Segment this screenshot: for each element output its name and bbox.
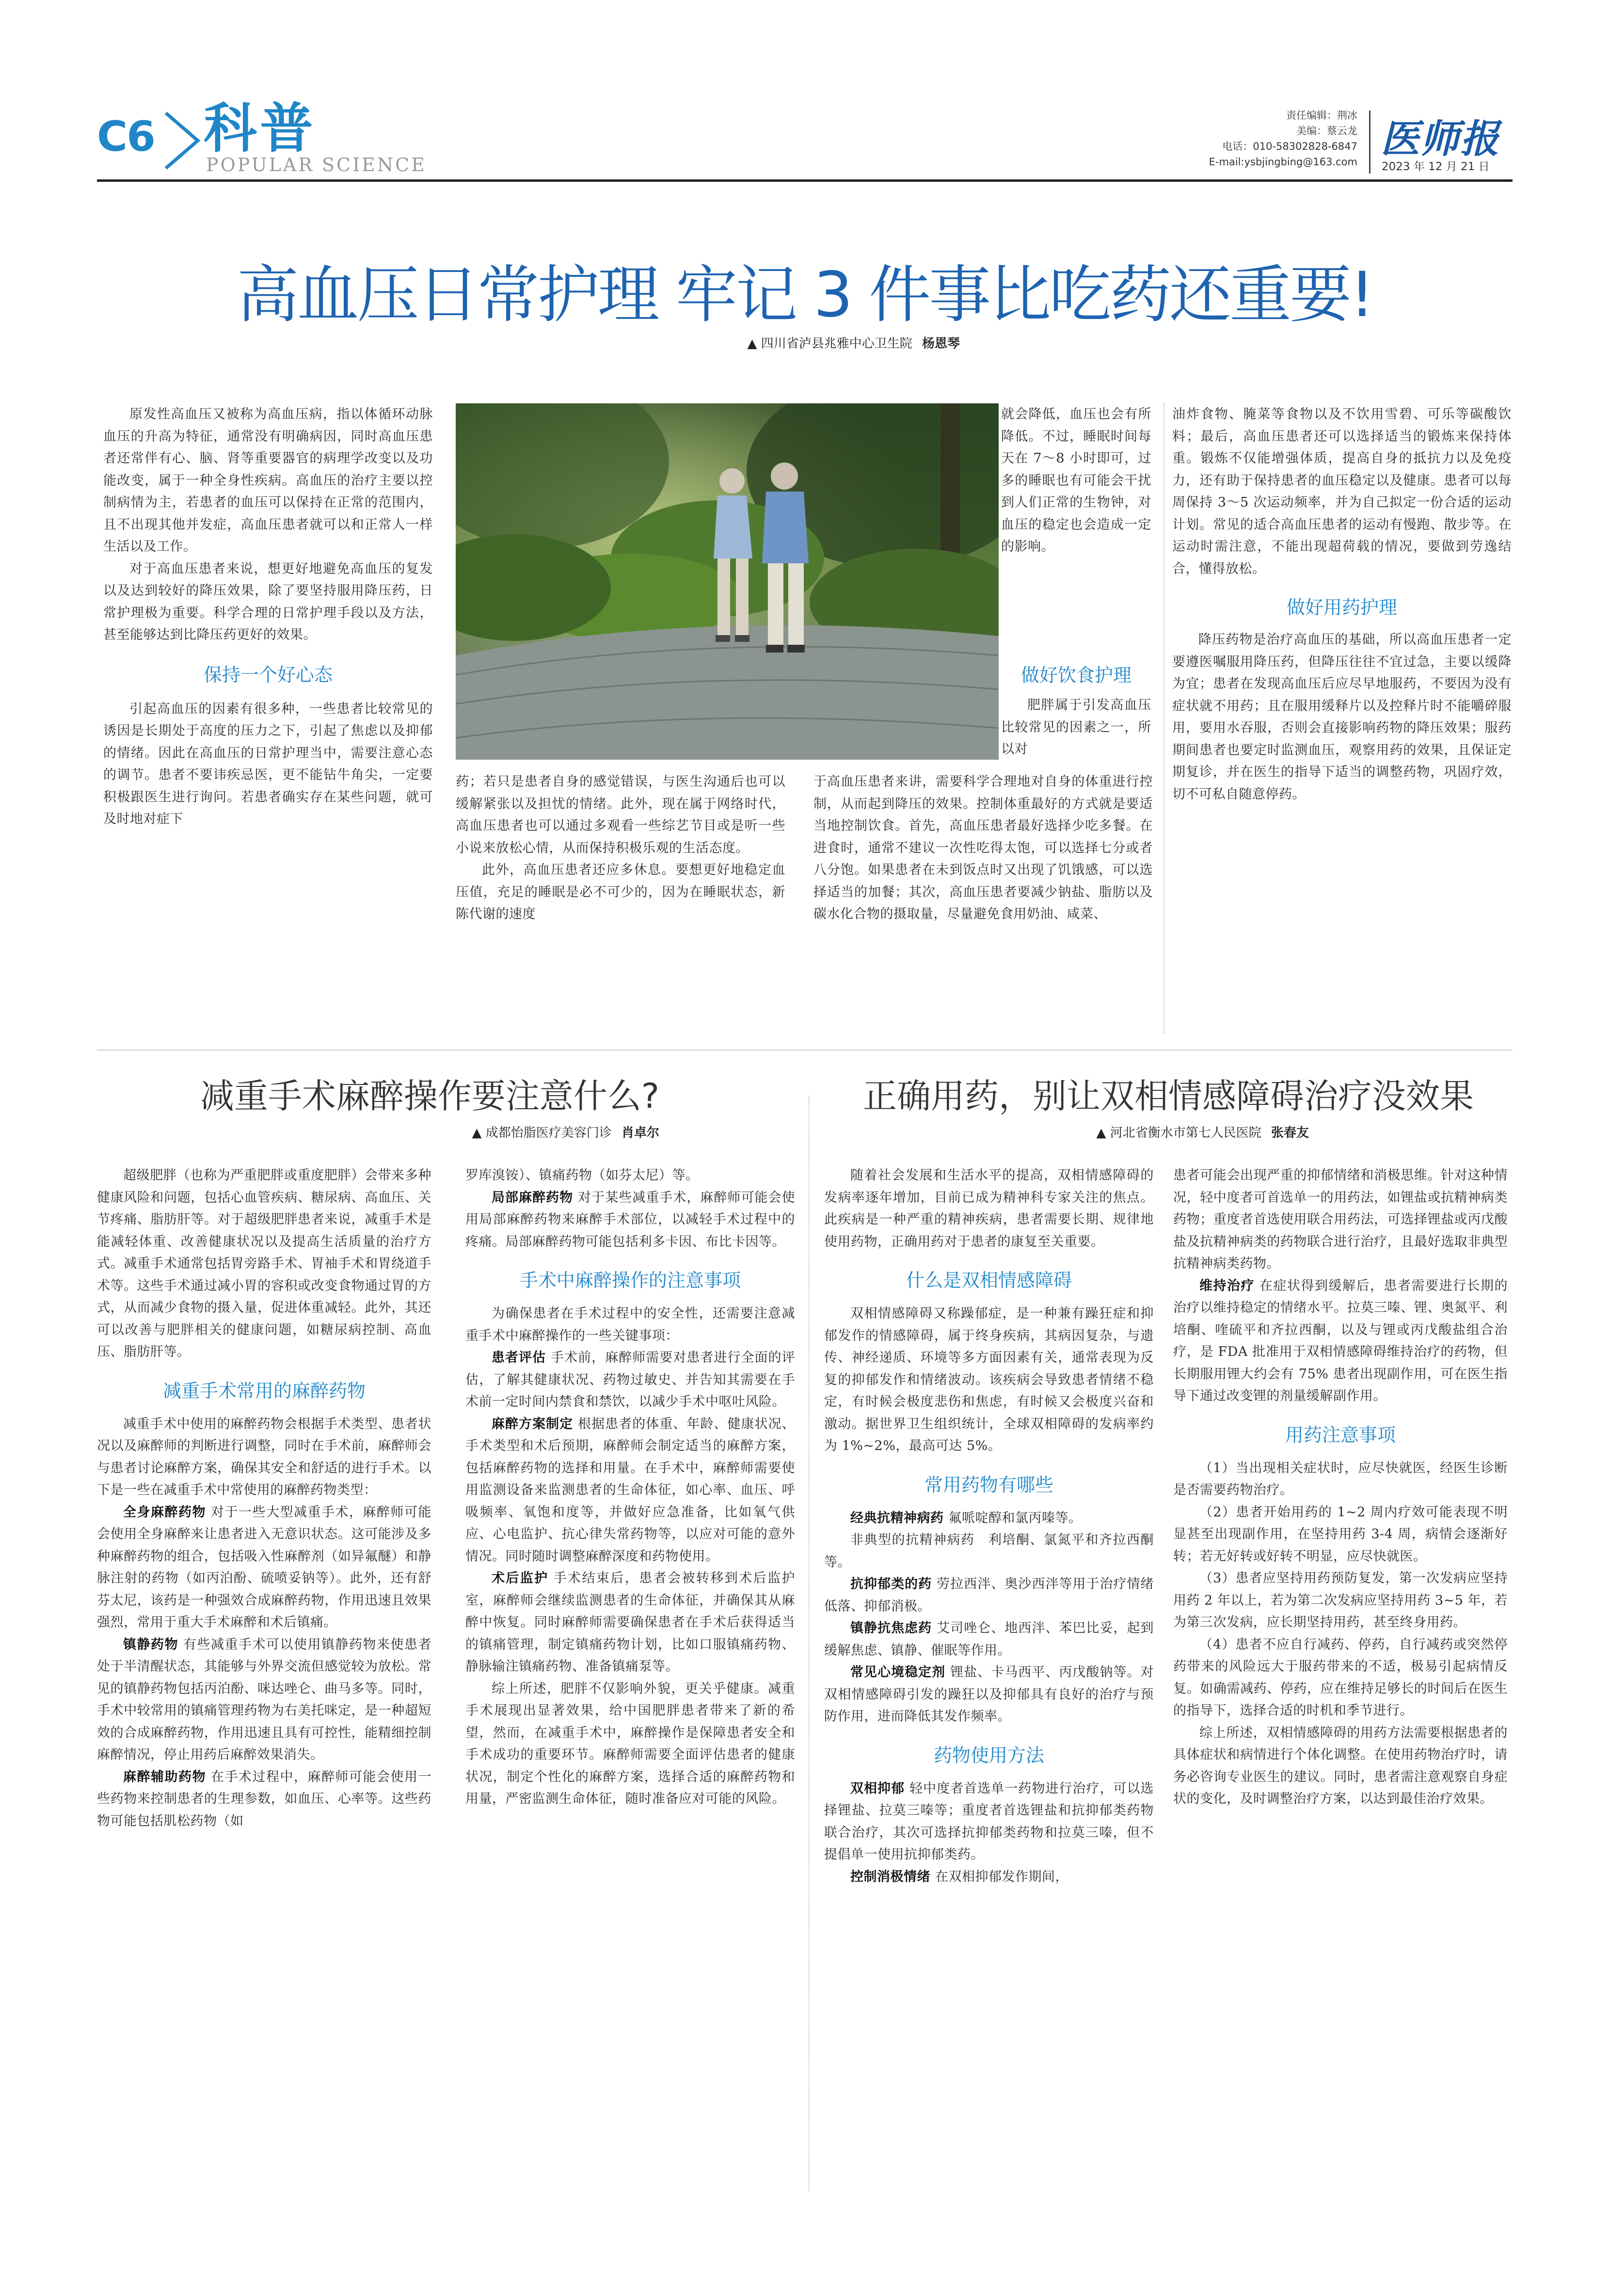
keyword: 术后监护 bbox=[492, 1571, 549, 1586]
byline-author: 张春友 bbox=[1271, 1126, 1309, 1140]
byline-org: ▲ 成都怡脂医疗美容门诊 bbox=[472, 1126, 612, 1140]
keyword: 经典抗精神病药 bbox=[850, 1510, 944, 1526]
keyword: 患者评估 bbox=[492, 1350, 546, 1365]
issue-date: 2023 年 12 月 21 日 bbox=[1382, 160, 1490, 173]
chevron-right-icon bbox=[160, 109, 206, 172]
paragraph bbox=[824, 1866, 1154, 1888]
paragraph: 罗库溴铵）、镇痛药物（如芬太尼）等。 bbox=[465, 1168, 699, 1183]
editor-info bbox=[1154, 108, 1357, 170]
page-number: C6 bbox=[97, 112, 155, 161]
paragraph-text: 在双相抑郁发作期间， bbox=[935, 1869, 1068, 1884]
paragraph: 降压药物是治疗高血压的基础，所以高血压患者一定要遵医嘱服用降压药，但降压往往不宜过急，主要以缓降为宜；患者在发现高血压后应尽早地服药，不要因为没有症状就不用药；且在服用缓释片以及控释片时不能嚼碎服用，要用水吞服，否则会直接影响药物的降压效果；服药期间患者也要定时监测血压，观察用药的效果，且保证定期复诊，并在医生的指导下适当的调整药物，巩固疗效，切不可私自随意停药。 bbox=[1172, 632, 1512, 802]
paragraph bbox=[824, 1778, 1154, 1866]
keyword: 控制消极情绪 bbox=[850, 1869, 930, 1884]
email: E-mail:ysbjingbing@163.com bbox=[1209, 156, 1357, 168]
keyword: 抗抑郁类的药 bbox=[850, 1577, 932, 1592]
article3-byline bbox=[824, 1123, 1309, 1141]
subheading: 用药注意事项 bbox=[1285, 1424, 1396, 1446]
paragraph bbox=[465, 1413, 795, 1568]
paragraph: 药；若只是患者自身的感觉错误，与医生沟通后也可以缓解紧张以及担忧的情绪。此外，现在属于网络时代，高血压患者也可以通过多观看一些综艺节目或是听一些小说来放松心情，从而保持积极乐观的生活态度。 bbox=[456, 774, 785, 856]
paragraph: 减重手术中使用的麻醉药物会根据手术类型、患者状况以及麻醉师的判断进行调整，同时在手术前，麻醉师会与患者讨论麻醉方案，确保其安全和舒适的进行手术。以下是一些在减重手术中常使用的麻醉药物类型： bbox=[97, 1416, 431, 1498]
paragraph: 原发性高血压又被称为高血压病，指以体循环动脉血压的升高为特征，通常没有明确病因，同时高血压患者还常伴有心、脑、肾等重要器官的病理学改变以及功能改变，属于一种全身性疾病。高血压的治疗主要以控制病情为主，若患者的血压可以保持在正常的范围内，且不出现其他并发症，高血压患者就可以和正常人一样生活以及工作。 bbox=[103, 407, 433, 554]
keyword: 维持治疗 bbox=[1199, 1278, 1255, 1293]
article1-col4 bbox=[1172, 403, 1512, 805]
header-rule bbox=[97, 179, 1513, 182]
paragraph bbox=[465, 1567, 795, 1678]
article1-col3-mid bbox=[1001, 694, 1151, 761]
byline-author: 杨恩琴 bbox=[922, 336, 960, 351]
article1-col2-lower bbox=[456, 771, 785, 925]
paragraph: 于高血压患者来讲，需要科学合理地对自身的体重进行控制，从而起到降压的效果。控制体重最好的方式就是要适当地控制饮食。首先，高血压患者最好选择少吃多餐。在进食时，通常不建议一次性吃得太饱，可以选择七分或者八分饱。如果患者在未到饭点时又出现了饥饿感，可以选择适当的加餐；其次，高血压患者要减少钠盐、脂肪以及碳水化合物的摄取量，尽量避免食用奶油、咸菜、 bbox=[813, 774, 1153, 922]
article3-title: 正确用药，别让双相情感障碍治疗没效果 bbox=[863, 1076, 1474, 1116]
article1-col3-top bbox=[1001, 403, 1151, 558]
paragraph: 综上所述，双相情感障碍的用药方法需要根据患者的具体症状和病情进行个体化调整。在使用药物治疗时，请务必咨询专业医生的建议。同时，患者需注意观察自身症状的变化，及时调整治疗方案，以达到最佳治疗效果。 bbox=[1173, 1725, 1508, 1806]
paragraph: （3）患者应坚持用药预防复发，第一次发病应坚持用药 2 年以上，若为第二次发病应坚持用药 3~5 年，若为第三次发病，应长期坚持用药，甚至终身用药。 bbox=[1173, 1571, 1508, 1630]
paragraph bbox=[465, 1347, 795, 1413]
section-title: 科普 bbox=[204, 97, 316, 159]
paragraph bbox=[97, 1501, 431, 1634]
paragraph-text: 对于一些大型减重手术，麻醉师可能会使用全身麻醉来让患者进入无意识状态。这可能涉及多种麻醉药物的组合，包括吸入性麻醉剂（如异氟醚）和静脉注射的药物（如丙泊酚、硫喷妥钠等）。此外，还有舒芬太尼，该药是一种强效合成麻醉药物，作用迅速且效果强烈，常用于重大手术麻醉和术后镇痛。 bbox=[97, 1504, 431, 1630]
article1-title: 高血压日常护理 牢记 3 件事比吃药还重要! bbox=[237, 259, 1373, 331]
paragraph-text: 手术结束后，患者会被转移到术后监护室，麻醉师会继续监测患者的生命体征，并确保其从麻醉中恢复。同时麻醉师需要确保患者在手术后获得适当的镇痛管理，制定镇痛药物计划，比如口服镇痛药物、静脉输注镇痛药物、准备镇痛泵等。 bbox=[465, 1571, 796, 1674]
paragraph: 非典型的抗精神病药 利培酮、氯氮平和齐拉西酮等。 bbox=[824, 1532, 1154, 1570]
keyword: 麻醉辅助药物 bbox=[123, 1769, 206, 1785]
paragraph: 对于高血压患者来说，想更好地避免高血压的复发以及达到较好的降压效果，除了要坚持服用降压药，日常护理极为重要。科学合理的日常护理手段以及方法，甚至能够达到比降压药更好的效果。 bbox=[103, 561, 433, 642]
paragraph: 双相情感障碍又称躁郁症，是一种兼有躁狂症和抑郁发作的情感障碍，属于终身疾病，其病因复杂，与遗传、神经递质、环境等多方面因素有关，通常表现为反复的抑郁发作和情绪波动。该疾病会导致患者情绪不稳定，有时候会极度悲伤和焦虑，有时候又会极度兴奋和激动。据世界卫生组织统计，全球双相障碍的发病率约为 1%~2%，最高可达 5%。 bbox=[824, 1306, 1154, 1453]
subheading: 常用药物有哪些 bbox=[924, 1474, 1053, 1496]
article2-byline bbox=[97, 1123, 659, 1141]
subheading: 保持一个好心态 bbox=[203, 664, 333, 686]
paragraph bbox=[97, 1766, 431, 1833]
paragraph bbox=[97, 1634, 431, 1766]
paragraph-text: 轻中度者首选单一药物进行治疗，可以选择锂盐、拉莫三嗪等；重度者首选锂盐和抗抑郁类药物联合治疗，其次可选择抗抑郁类药物和拉莫三嗪，但不提倡单一使用抗抑郁类药。 bbox=[824, 1781, 1154, 1862]
paragraph-text: 在手术过程中，麻醉师可能会使用一些药物来控制患者的生理参数，如血压、心率等。这些药物可能包括肌松药物（如 bbox=[97, 1769, 431, 1829]
photo-couple-walking bbox=[456, 403, 999, 760]
paragraph: 就会降低，血压也会有所降低。不过，睡眠时间每天在 7～8 小时即可，过多的睡眠也有可能会干扰到人们正常的生物钟，对血压的稳定也会造成一定的影响。 bbox=[1001, 407, 1151, 554]
paragraph-text: 氟哌啶醇和氯丙嗪等。 bbox=[948, 1510, 1082, 1526]
paragraph: （1）当出现相关症状时，应尽快就医，经医生诊断是否需要药物治疗。 bbox=[1173, 1460, 1508, 1498]
paragraph: 为确保患者在手术过程中的安全性，还需要注意减重手术中麻醉操作的一些关键事项： bbox=[465, 1306, 795, 1343]
keyword: 双相抑郁 bbox=[850, 1781, 905, 1796]
paragraph bbox=[824, 1507, 1154, 1530]
paragraph: 超级肥胖（也称为严重肥胖或重度肥胖）会带来多种健康风险和问题，包括心血管疾病、糖尿病、高血压、关节疼痛、脂肪肝等。对于超级肥胖患者来说，减重手术是能减轻体重、改善健康状况以及提高生活质量的治疗方式。减重手术通常包括胃旁路手术、胃袖手术和胃绕道手术等。这些手术通过减小胃的容积或改变食物通过胃的方式，从而减少食物的摄入量，促进体重减轻。此外，其还可以改善与肥胖相关的健康问题，如糖尿病控制、高血压、脂肪肝等。 bbox=[97, 1168, 431, 1359]
article2-col1 bbox=[97, 1164, 431, 1832]
paragraph: 此外，高血压患者还应多休息。要想更好地稳定血压值，充足的睡眠是必不可少的，因为在睡眠状态，新陈代谢的速度 bbox=[456, 862, 785, 922]
paragraph: 引起高血压的因素有很多种，一些患者比较常见的诱因是长期处于高度的压力之下，引起了焦虑以及抑郁的情绪。因此在高血压的日常护理当中，需要注意心态的调节。患者不要讳疾忌医，更不能钻牛角尖，一定要积极跟医生进行询问。若患者确实存在某些问题，就可及时地对症下 bbox=[103, 701, 433, 827]
paragraph: 肥胖属于引发高血压比较常见的因素之一，所以对 bbox=[1001, 698, 1151, 757]
keyword: 全身麻醉药物 bbox=[123, 1504, 206, 1520]
paragraph-text: 对于某些减重手术，麻醉师可能会使用局部麻醉药物来麻醉手术部位，以减轻手术过程中的疼痛。局部麻醉药物可能包括利多卡因、布比卡因等。 bbox=[465, 1190, 796, 1249]
section-divider bbox=[97, 1050, 1513, 1051]
paragraph-text: 手术前，麻醉师需要对患者进行全面的评估，了解其健康状况、药物过敏史、并告知其需要在手术前一定时间内禁食和禁饮，以减少手术中呕吐风险。 bbox=[465, 1350, 796, 1409]
subheading: 药物使用方法 bbox=[933, 1744, 1044, 1766]
paragraph-text: 劳拉西泮、奥沙西泮等用于治疗情绪低落、抑郁消极。 bbox=[824, 1577, 1154, 1614]
paragraph bbox=[824, 1573, 1154, 1617]
paragraph bbox=[465, 1187, 795, 1253]
editor-name: 责任编辑：荆冰 bbox=[1286, 110, 1357, 121]
subheading: 做好饮食护理 bbox=[1020, 665, 1131, 686]
paragraph bbox=[824, 1661, 1154, 1728]
subheading: 做好用药护理 bbox=[1286, 597, 1397, 618]
masthead-logo: 医师报 bbox=[1381, 116, 1500, 161]
byline-org: ▲ 四川省泸县兆雅中心卫生院 bbox=[747, 336, 912, 351]
paragraph: 随着社会发展和生活水平的提高，双相情感障碍的发病率逐年增加，目前已成为精神科专家关注的焦点。此疾病是一种严重的精神疾病，患者需要长期、规律地使用药物，正确用药对于患者的康复至关重要。 bbox=[824, 1168, 1154, 1249]
paragraph-text: 根据患者的体重、年龄、健康状况、手术类型和术后预期，麻醉师会制定适当的麻醉方案，包括麻醉药物的选择和用量。在手术中，麻醉师需要使用监测设备来监测患者的生命体征，如心率、血压、呼吸频率、氧饱和度等，并做好应急准备，比如氧气供应、心电监护、抗心律失常药物等，以应对可能的意外情况。同时随时调整麻醉深度和药物使用。 bbox=[465, 1416, 796, 1564]
column-divider bbox=[1163, 403, 1164, 1034]
paragraph: 综上所述，肥胖不仅影响外貌，更关乎健康。减重手术展现出显著效果，给中国肥胖患者带来了新的希望，然而，在减重手术中，麻醉操作是保障患者安全和手术成功的重要环节。麻醉师需要全面评估患者的健康状况，制定个性化的麻醉方案，选择合适的麻醉药物和用量，严密监测生命体征，随时准备应对可能的风险。 bbox=[465, 1681, 795, 1806]
paragraph-text: 在症状得到缓解后，患者需要进行长期的治疗以维持稳定的情绪水平。拉莫三嗪、锂、奥氮平、利培酮、喹硫平和齐拉西酮，以及与锂或丙戊酸盐组合治疗，是 FDA 批准用于双相情感障碍维持治疗的药物，但长期服用锂大约会有 75% 患者出现副作用，可在医生指导下通过改变锂的剂量缓解副作用。 bbox=[1173, 1278, 1508, 1403]
paragraph: （4）患者不应自行减药、停药，自行减药或突然停药带来的风险远大于服药带来的不适，极易引起病情反复。如确需减药、停药，应在维持足够长的时间后在医生的指导下，选择合适的时机和季节进行。 bbox=[1173, 1637, 1508, 1718]
subheading: 什么是双相情感障碍 bbox=[906, 1270, 1072, 1291]
article3-col2 bbox=[1173, 1164, 1508, 1810]
keyword: 镇静抗焦虑药 bbox=[850, 1621, 932, 1636]
article2-title: 减重手术麻醉操作要注意什么? bbox=[200, 1076, 659, 1116]
paragraph-text: 艾司唑仑、地西泮、苯巴比妥，起到缓解焦虑、镇静、催眠等作用。 bbox=[824, 1621, 1154, 1658]
subheading: 手术中麻醉操作的注意事项 bbox=[519, 1270, 741, 1291]
column-divider bbox=[809, 1096, 810, 2191]
byline-author: 肖卓尔 bbox=[621, 1126, 659, 1140]
byline-org: ▲ 河北省衡水市第七人民医院 bbox=[1096, 1126, 1261, 1140]
keyword: 麻醉方案制定 bbox=[492, 1416, 574, 1432]
keyword: 镇静药物 bbox=[123, 1637, 178, 1652]
paragraph: 油炸食物、腌菜等食物以及不饮用雪碧、可乐等碳酸饮料；最后，高血压患者还可以选择适当的锻炼来保持体重。锻炼不仅能增强体质，提高自身的抵抗力以及免疫力，还有助于保持患者的血压稳定以及健康。患者可以每周保持 3～5 次运动频率，并为自己拟定一份合适的运动计划。常见的适合高血压患者的运动有慢跑、散步等。在运动时需注意，不能出现超荷载的情况，要做到劳逸结合，懂得放松。 bbox=[1172, 407, 1512, 576]
article2-col2 bbox=[465, 1164, 795, 1810]
keyword: 常见心境稳定剂 bbox=[850, 1665, 946, 1680]
paragraph: 患者可能会出现严重的抑郁情绪和消极思维。针对这种情况，轻中度者可首选单一的用药法，如锂盐或抗精神病类药物；重度者首选使用联合用药法，可选择锂盐或丙戊酸盐及抗精神病类的药物联合进行治疗，且最好选取非典型抗精神病类药物。 bbox=[1173, 1168, 1508, 1271]
paragraph-text: 有些减重手术可以使用镇静药物来使患者处于半清醒状态，其能够与外界交流但感觉较为放松。常见的镇静药物包括丙泊酚、咪达唑仑、曲马多等。同时，手术中较常用的镇痛管理药物为右美托咪定，是一种超短效的合成麻醉药物，作用迅速且具有可控性，能精细控制麻醉情况，停止用药后麻醉效果消失。 bbox=[97, 1637, 431, 1762]
section-title-en: POPULAR SCIENCE bbox=[206, 154, 427, 175]
article1-byline bbox=[485, 334, 960, 351]
phone: 电话：010-58302828-6847 bbox=[1222, 141, 1357, 152]
designer-name: 美编：蔡云龙 bbox=[1296, 125, 1357, 137]
article1-col3-lower bbox=[813, 771, 1153, 925]
paragraph bbox=[824, 1617, 1154, 1661]
paragraph-text: 锂盐、卡马西平、丙戊酸钠等。对双相情感障碍引发的躁狂以及抑郁具有良好的治疗与预防作用，进而降低其发作频率。 bbox=[824, 1665, 1154, 1724]
article1-col1 bbox=[103, 403, 433, 830]
paragraph bbox=[1173, 1275, 1508, 1407]
article3-col1 bbox=[824, 1164, 1154, 1888]
subheading: 减重手术常用的麻醉药物 bbox=[162, 1380, 366, 1402]
paragraph: （2）患者开始用药的 1~2 周内疗效可能表现不明显甚至出现副作用，在坚持用药 3-4 周，病情会逐渐好转；若无好转或好转不明显，应尽快就医。 bbox=[1173, 1504, 1508, 1564]
masthead-divider bbox=[1369, 111, 1370, 174]
keyword: 局部麻醉药物 bbox=[492, 1190, 574, 1205]
